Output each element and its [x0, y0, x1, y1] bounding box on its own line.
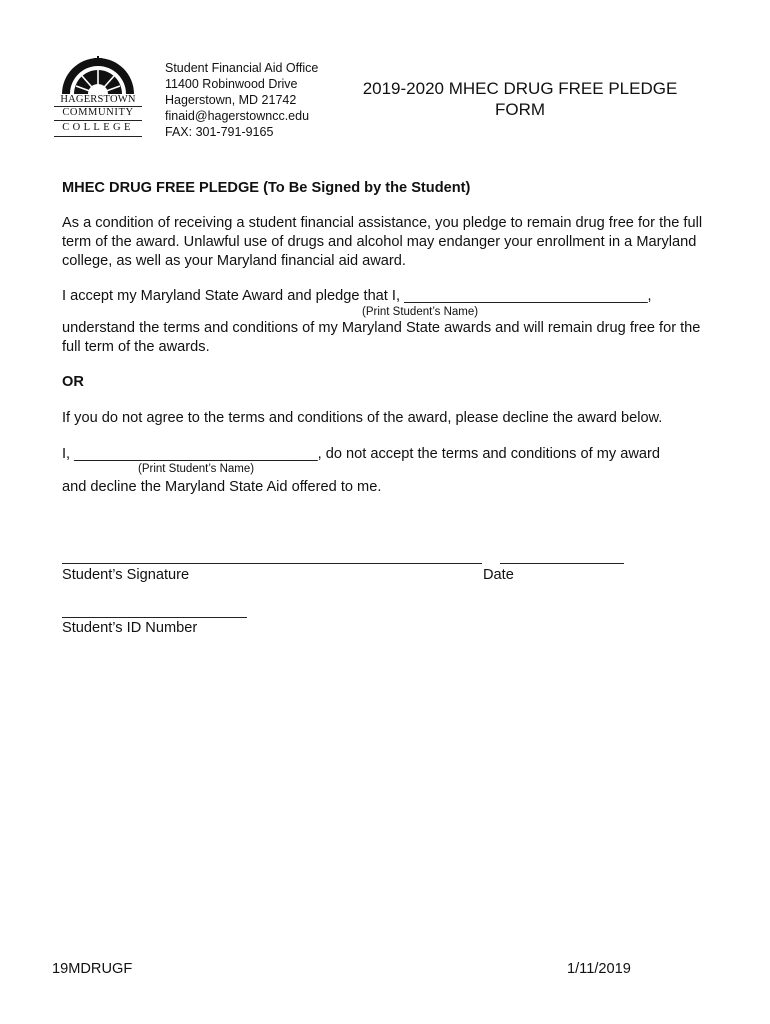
decline-award-line-2: and decline the Maryland State Aid offered to me.: [62, 479, 382, 495]
understand-paragraph: [62, 319, 730, 357]
office-city: Hagerstown, MD 21742: [165, 93, 297, 107]
student-id-label: Student’s ID Number: [62, 620, 198, 636]
date-label: Date: [483, 567, 514, 583]
college-logo-icon: [52, 56, 144, 96]
pledge-paragraph-line: As a condition of receiving a student financial assistance, you pledge to remain drug free for the full: [62, 215, 703, 231]
pledge-heading: MHEC DRUG FREE PLEDGE (To Be Signed by the Student): [62, 180, 471, 196]
or-separator: OR: [62, 374, 84, 390]
logo-line-3: COLLEGE: [62, 122, 134, 133]
student-id-line[interactable]: [62, 617, 247, 618]
date-line[interactable]: [500, 563, 624, 564]
office-street: 11400 Robinwood Drive: [165, 77, 298, 91]
office-fax: FAX: 301-791-9165: [165, 125, 274, 139]
accept-name-caption: (Print Student’s Name): [362, 306, 479, 318]
office-email[interactable]: finaid@hagerstowncc.edu: [165, 109, 310, 123]
form-code: 19MDRUGF: [52, 961, 133, 977]
decline-name-caption: (Print Student’s Name): [138, 463, 255, 475]
logo-line-2: COMMUNITY: [62, 107, 134, 118]
understand-line: understand the terms and conditions of my Maryland State awards and will remain drug free for the: [62, 320, 701, 336]
form-title-line-2: FORM: [494, 100, 546, 119]
pledge-paragraph-line: college, as well as your Maryland financial aid award.: [62, 253, 406, 269]
signature-line[interactable]: [62, 563, 482, 564]
signature-label: Student’s Signature: [62, 567, 190, 583]
pledge-paragraph-line: term of the award. Unlawful use of drugs and alcohol may endanger your enrollment in a Maryland: [62, 234, 697, 250]
form-title: [330, 78, 710, 120]
decline-award-line[interactable]: I, ______________________________, do not accept the terms and conditions of my award: [62, 446, 660, 462]
pledge-paragraph: [62, 214, 730, 271]
office-address-block: [165, 60, 318, 140]
decline-intro: If you do not agree to the terms and conditions of the award, please decline the award below.: [62, 410, 663, 426]
form-title-line-1: 2019-2020 MHEC DRUG FREE PLEDGE: [362, 79, 678, 98]
revision-date: 1/11/2019: [567, 961, 631, 977]
logo-line-1: HAGERSTOWN: [60, 94, 136, 105]
understand-line: full term of the awards.: [62, 339, 210, 355]
accept-pledge-line[interactable]: I accept my Maryland State Award and pledge that I, ______________________________,: [62, 288, 652, 304]
office-name: Student Financial Aid Office: [165, 61, 319, 75]
college-logo: [52, 56, 144, 148]
